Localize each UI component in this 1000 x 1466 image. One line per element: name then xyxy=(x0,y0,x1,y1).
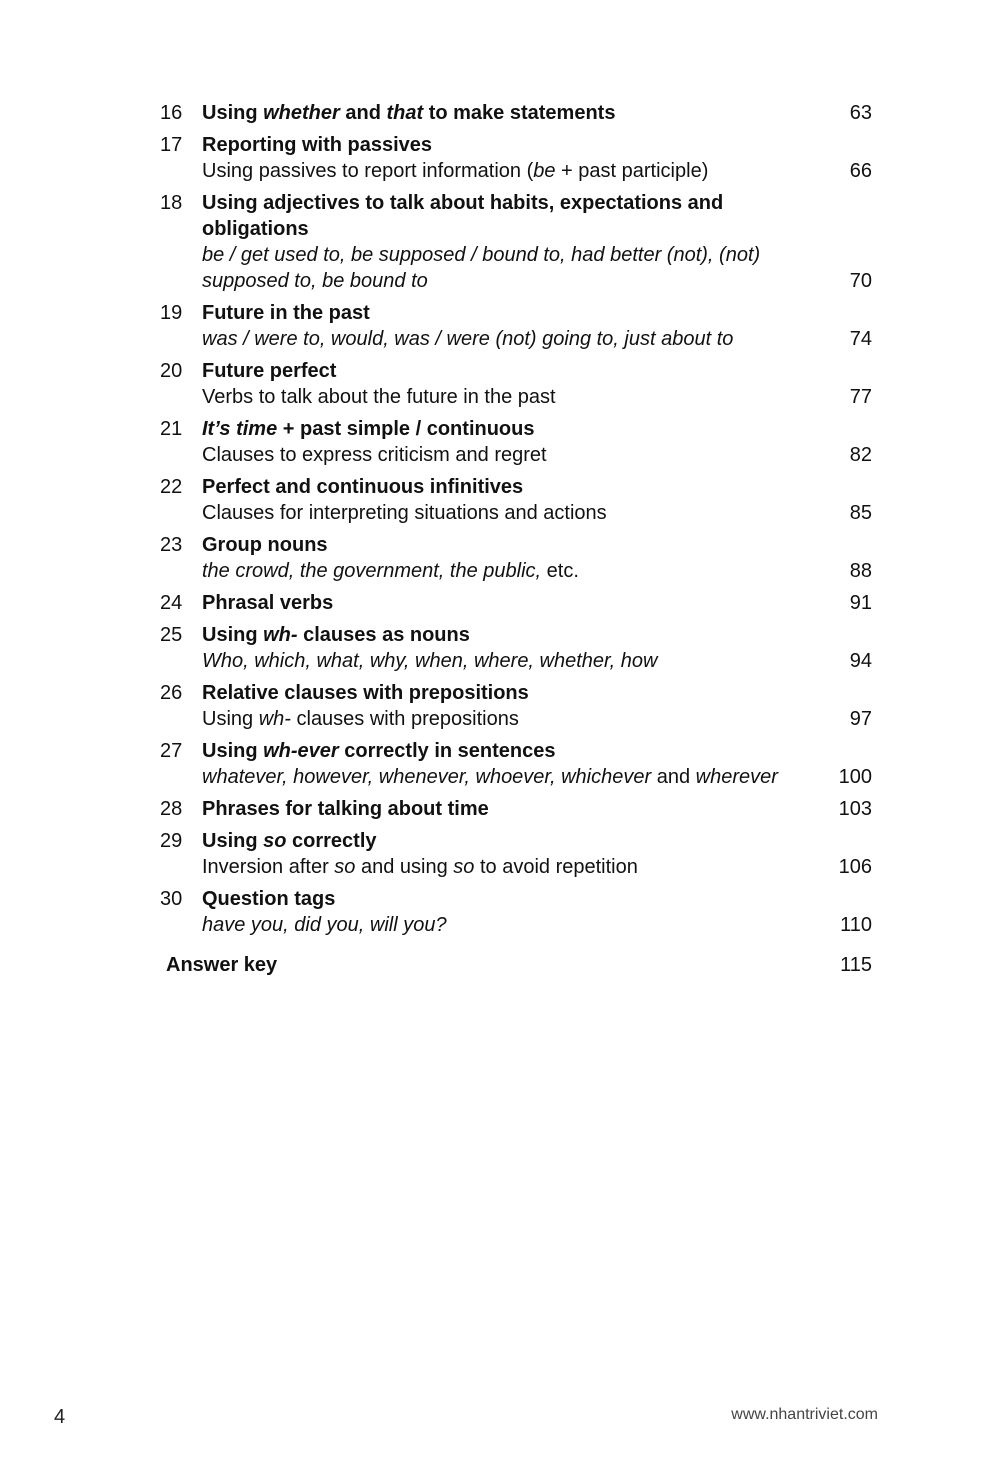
text-run: Question tags xyxy=(202,888,336,910)
text-run: Using xyxy=(202,740,264,762)
entry-body xyxy=(202,100,890,126)
text-run: Using xyxy=(202,102,264,124)
text-run: that xyxy=(386,102,424,124)
unit-number: 23 xyxy=(160,534,183,556)
unit-subtitle xyxy=(202,764,800,790)
text-run: Inversion after xyxy=(202,856,335,878)
page-ref: 100 xyxy=(838,766,872,788)
text-run: to make statements xyxy=(423,102,616,124)
toc-entry xyxy=(160,474,890,526)
text-run: wh- xyxy=(258,708,291,730)
page-ref: 70 xyxy=(849,270,872,292)
page-ref: 77 xyxy=(849,386,872,408)
page-ref: 106 xyxy=(838,856,872,878)
text-run: and xyxy=(339,102,387,124)
entry-body xyxy=(202,532,890,584)
toc-entry xyxy=(160,358,890,410)
entry-body xyxy=(202,358,890,410)
entry-body xyxy=(202,828,890,880)
text-run: Using adjectives to talk about habits, expectations and obligations xyxy=(202,192,724,240)
unit-title xyxy=(202,416,800,442)
page-ref: 63 xyxy=(849,102,872,124)
text-run: whatever, however, whenever, whoever, whichever xyxy=(202,766,652,788)
text-run: whether xyxy=(263,102,340,124)
text-run: the crowd, the government, the public, xyxy=(202,560,542,582)
unit-subtitle xyxy=(202,912,800,938)
text-run: Who, which, what, why, when, where, whether, how xyxy=(202,650,658,672)
toc-entry xyxy=(160,416,890,468)
unit-subtitle xyxy=(202,706,800,732)
page-ref: 88 xyxy=(849,560,872,582)
unit-title xyxy=(202,132,800,158)
text-run: Using xyxy=(202,708,259,730)
toc-entry xyxy=(160,100,890,126)
unit-title xyxy=(202,532,800,558)
page-ref: 94 xyxy=(849,650,872,672)
page-ref: 85 xyxy=(849,502,872,524)
toc-entry xyxy=(160,190,890,294)
page-number: 4 xyxy=(54,1406,66,1428)
toc-entry xyxy=(160,886,890,938)
text-run: Group nouns xyxy=(202,534,328,556)
text-run: and using xyxy=(355,856,454,878)
text-run: Clauses to express criticism and regret xyxy=(202,444,547,466)
entry-body xyxy=(202,796,890,822)
entry-body xyxy=(202,300,890,352)
text-run: It’s time xyxy=(202,418,278,440)
unit-number: 17 xyxy=(160,134,183,156)
entry-body xyxy=(202,416,890,468)
text-run: have you, did you, will you? xyxy=(202,914,447,936)
unit-number: 16 xyxy=(160,102,183,124)
text-run: etc. xyxy=(541,560,579,582)
text-run: Phrases for talking about time xyxy=(202,798,489,820)
toc-entry xyxy=(160,300,890,352)
unit-subtitle xyxy=(202,500,800,526)
footer-url: www.nhantriviet.com xyxy=(731,1406,878,1423)
page-ref: 110 xyxy=(840,914,872,936)
text-run: correctly in sentences xyxy=(338,740,556,762)
text-run: be xyxy=(533,160,556,182)
entry-body xyxy=(202,886,890,938)
unit-number: 28 xyxy=(160,798,183,820)
text-run: Perfect and continuous infinitives xyxy=(202,476,524,498)
page-ref: 91 xyxy=(849,592,872,614)
table-of-contents xyxy=(160,100,890,984)
text-run: Reporting with passives xyxy=(202,134,433,156)
text-run: Future in the past xyxy=(202,302,370,324)
entry-body xyxy=(202,474,890,526)
text-run: Relative clauses with prepositions xyxy=(202,682,529,704)
unit-title xyxy=(202,300,800,326)
text-run: wherever xyxy=(695,766,778,788)
unit-title xyxy=(202,590,800,616)
entry-body xyxy=(202,738,890,790)
unit-subtitle xyxy=(202,648,800,674)
text-run: Using xyxy=(202,830,264,852)
unit-subtitle xyxy=(202,558,800,584)
text-run: and xyxy=(651,766,696,788)
entry-body xyxy=(202,190,890,294)
entry-body xyxy=(202,132,890,184)
text-run: clauses as nouns xyxy=(297,624,470,646)
text-run: was / were to, would, was / were (not) going to, just about to xyxy=(202,328,734,350)
unit-number: 22 xyxy=(160,476,183,498)
toc-entry xyxy=(160,796,890,822)
text-run: so xyxy=(453,856,475,878)
text-run: Using passives to report information ( xyxy=(202,160,534,182)
text-run: clauses with prepositions xyxy=(290,708,519,730)
text-run: wh-ever xyxy=(263,740,339,762)
entry-body xyxy=(202,680,890,732)
text-run: + past participle) xyxy=(555,160,709,182)
entry-body xyxy=(202,622,890,674)
unit-title xyxy=(202,474,800,500)
entry-body xyxy=(202,590,890,616)
answer-key-label: Answer key xyxy=(166,954,278,976)
page-ref: 115 xyxy=(840,954,872,976)
unit-title xyxy=(202,358,800,384)
text-run: Clauses for interpreting situations and actions xyxy=(202,502,607,524)
unit-subtitle xyxy=(202,326,800,352)
text-run: correctly xyxy=(286,830,377,852)
unit-title xyxy=(202,738,800,764)
unit-title xyxy=(202,680,800,706)
text-run: Using xyxy=(202,624,264,646)
toc-entry xyxy=(160,680,890,732)
unit-number: 20 xyxy=(160,360,183,382)
unit-title xyxy=(202,886,800,912)
unit-number: 27 xyxy=(160,740,183,762)
page-ref: 66 xyxy=(849,160,872,182)
toc-entry xyxy=(160,738,890,790)
page-ref: 97 xyxy=(849,708,872,730)
unit-number: 19 xyxy=(160,302,183,324)
unit-title xyxy=(202,828,800,854)
toc-entry xyxy=(160,622,890,674)
toc-entry xyxy=(160,828,890,880)
unit-title xyxy=(202,796,800,822)
unit-title xyxy=(202,100,800,126)
text-run: to avoid repetition xyxy=(474,856,638,878)
text-run: Phrasal verbs xyxy=(202,592,334,614)
unit-subtitle xyxy=(202,442,800,468)
unit-number: 29 xyxy=(160,830,183,852)
text-run: so xyxy=(263,830,287,852)
text-run: wh- xyxy=(263,624,298,646)
toc-entry xyxy=(160,590,890,616)
unit-subtitle xyxy=(202,854,800,880)
unit-subtitle xyxy=(202,158,800,184)
toc-entry xyxy=(160,532,890,584)
unit-number: 18 xyxy=(160,192,183,214)
text-run: so xyxy=(334,856,356,878)
page-ref: 103 xyxy=(838,798,872,820)
unit-number: 24 xyxy=(160,592,183,614)
page-ref: 82 xyxy=(849,444,872,466)
text-run: Future perfect xyxy=(202,360,337,382)
text-run: be / get used to, be supposed / bound to, had better (not), (not) supposed to, be bound to xyxy=(202,244,761,292)
text-run: Verbs to talk about the future in the past xyxy=(202,386,556,408)
answer-key-entry xyxy=(160,952,890,978)
unit-number: 30 xyxy=(160,888,183,910)
unit-subtitle xyxy=(202,384,800,410)
unit-title xyxy=(202,622,800,648)
unit-number: 21 xyxy=(160,418,183,440)
unit-number: 25 xyxy=(160,624,183,646)
unit-subtitle xyxy=(202,242,800,294)
page-ref: 74 xyxy=(849,328,872,350)
unit-number: 26 xyxy=(160,682,183,704)
unit-title xyxy=(202,190,800,242)
toc-entry xyxy=(160,132,890,184)
text-run: + past simple / continuous xyxy=(277,418,535,440)
